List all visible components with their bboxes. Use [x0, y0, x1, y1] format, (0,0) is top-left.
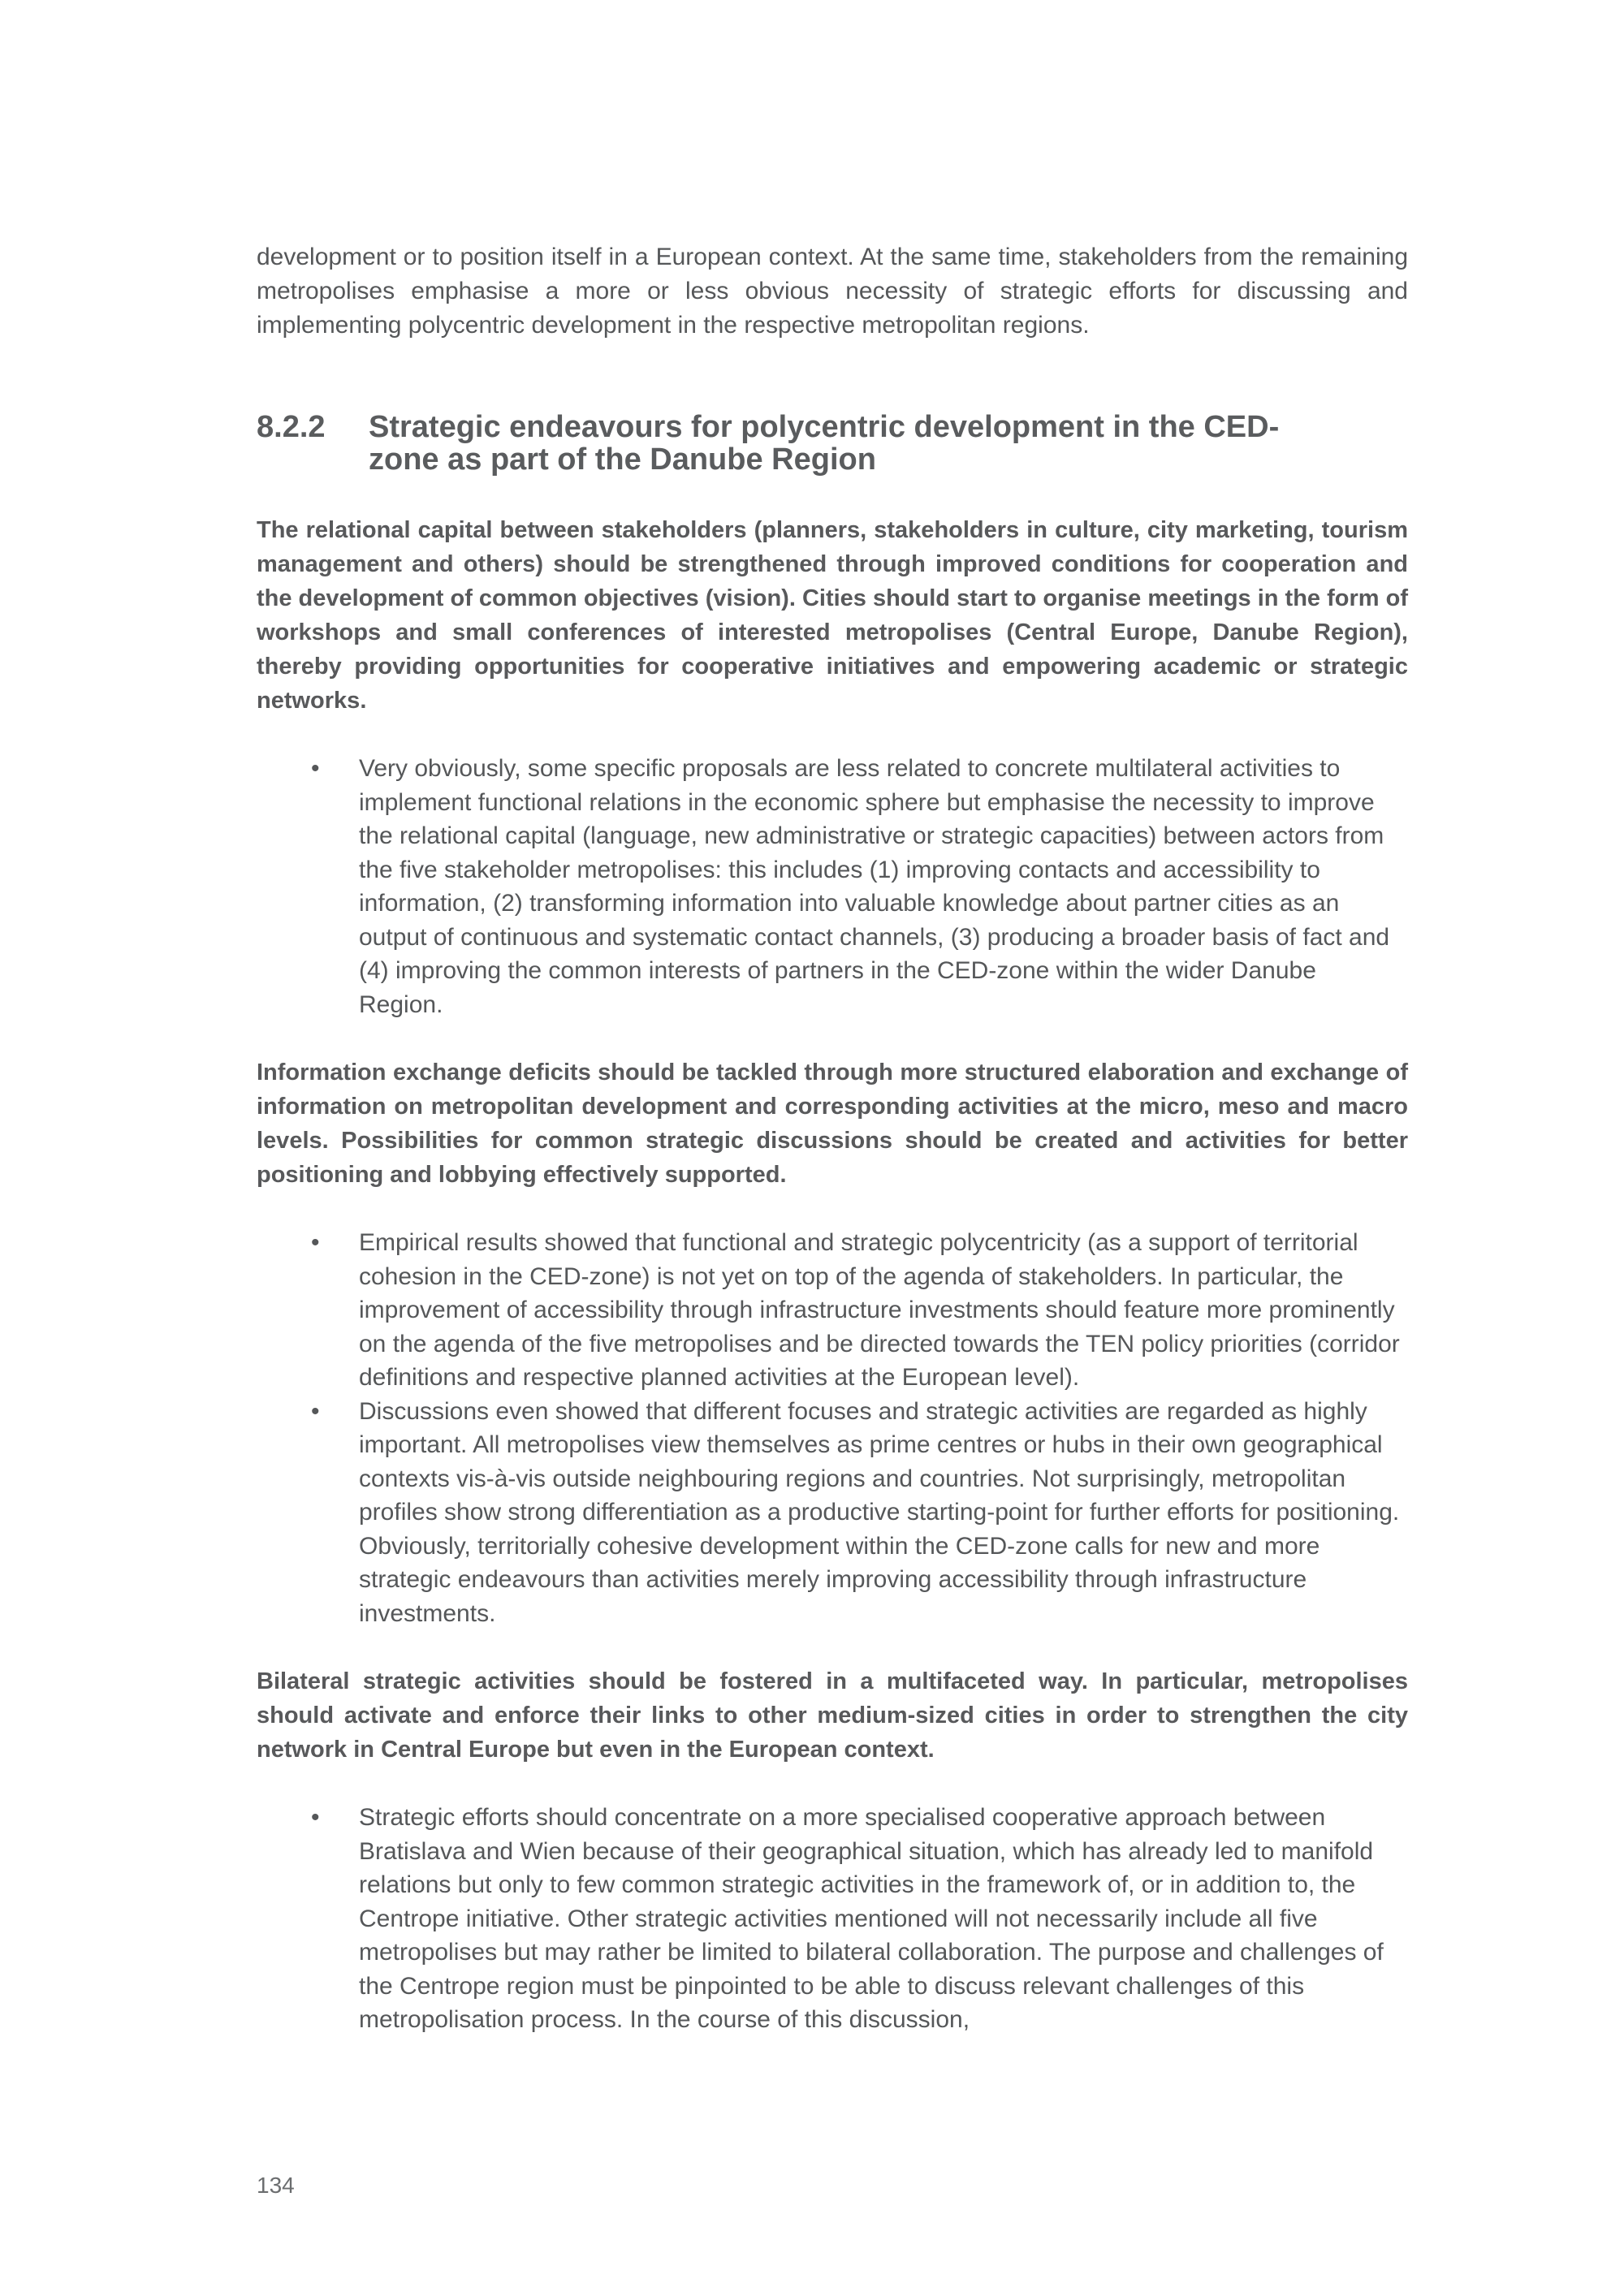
list-item-text: Very obviously, some specific proposals are less related to concrete multilateral activities to implement functional relations in the economic sphere but emphasise the necessity to improve the relational capital (language, new administrative or strategic capacities) between actors from the five stakeholder metropolises: this includes (1) improving contacts and accessibility to information, (2) transforming information into valuable knowledge about partner cities as an output of continuous and systematic contact channels, (3) producing a broader basis of fact and (4) improving the common interests of partners in the CED-zone within the wider Danube Region. — [359, 755, 1390, 1018]
list-item-text: Strategic efforts should concentrate on a more specialised cooperative approach between Bratislava and Wien because of their geographical situation, which has already led to manifold relations but only to few common strategic activities in the framework of, or in addition to, the Centrope initiative. Other strategic activities mentioned will not necessarily include all five metropolises but may rather be limited to bilateral collaboration. The purpose and challenges of the Centrope region must be pinpointed to be able to discuss relevant challenges of this metropolisation process. In the course of this discussion, — [359, 1804, 1384, 2033]
lead-paragraph: Information exchange deficits should be tackled through more structured elaboration and exchange of information on metropolitan development and corresponding activities at the micro, meso and macro levels. Possibilities for common strategic discussions should be created and activities for better positioning and lobbying effectively supported. — [257, 1060, 1408, 1188]
list-item-text: Empirical results showed that functional and strategic polycentricity (as a support of territorial cohesion in the CED-zone) is not yet on top of the agenda of stakeholders. In particular, the improvement of accessibility through infrastructure investments should feature more prominently on the agenda of the five metropolises and be directed towards the TEN policy priorities (corridor definitions and respective planned activities at the European level). — [359, 1229, 1400, 1391]
bullet-icon: • — [311, 1229, 320, 1256]
list-item — [257, 1801, 1408, 2037]
bullet-icon: • — [311, 755, 320, 782]
lead-paragraph: The relational capital between stakeholders (planners, stakeholders in culture, city marketing, tourism management and others) should be strengthened through improved conditions for cooperation and the development of common objectives (vision). Cities should start to organise meetings in the form of workshops and small conferences of interested metropolises (Central Europe, Danube Region), thereby providing opportunities for cooperative initiatives and empowering academic or strategic networks. — [257, 517, 1408, 714]
list-item — [257, 1395, 1408, 1631]
intro-paragraph: development or to position itself in a European context. At the same time, stakeholders from the remaining metropolises emphasise a more or less obvious necessity of strategic efforts for discussing and implementing polycentric development in the respective metropolitan regions. — [257, 244, 1408, 339]
page-number: 134 — [257, 2173, 295, 2198]
page-body — [257, 240, 1408, 2071]
list-item — [257, 1226, 1408, 1395]
section-number: 8.2.2 — [257, 410, 326, 444]
list-item — [257, 752, 1408, 1021]
bullet-icon: • — [311, 1397, 320, 1425]
bullet-list — [257, 1226, 1408, 1630]
bullet-list — [257, 1801, 1408, 2037]
bullet-icon: • — [311, 1804, 320, 1831]
list-item-text: Discussions even showed that different focuses and strategic activities are regarded as highly important. All metropolises view themselves as prime centres or hubs in their own geographical contexts vis-à-vis outside neighbouring regions and countries. Not surprisingly, metropolitan profiles show strong differentiation as a productive starting-point for further efforts for positioning. Obviously, territorially cohesive development within the CED-zone calls for new and more strategic endeavours than activities merely improving accessibility through infrastructure investments. — [359, 1397, 1400, 1627]
section-title: Strategic endeavours for polycentric development in the CED-zone as part of the Danube Region — [369, 410, 1280, 477]
section-heading — [257, 411, 1408, 476]
lead-paragraph: Bilateral strategic activities should be fostered in a multifaceted way. In particular, metropolises should activate and enforce their links to other medium-sized cities in order to strengthen the city network in Central Europe but even in the European context. — [257, 1668, 1408, 1763]
bullet-list — [257, 752, 1408, 1021]
